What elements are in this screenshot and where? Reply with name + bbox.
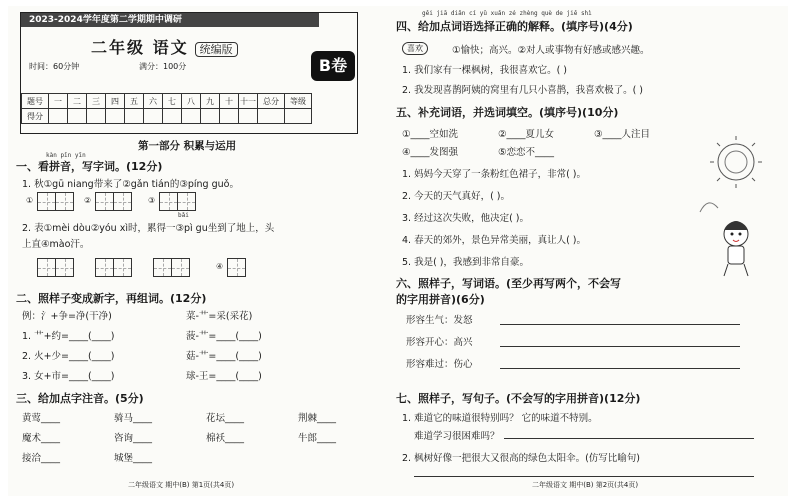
score-input-cell[interactable] [87, 109, 106, 124]
score-input-cell[interactable] [106, 109, 125, 124]
score-input-cell[interactable] [49, 109, 68, 124]
q7-item-1b: 难道学习很困难吗？ [414, 431, 500, 442]
score-header-cell: 三 [87, 94, 106, 109]
q5-sentence: 3. 经过这次失败，他决定( )。 [402, 213, 530, 224]
score-header-cell: 等级 [285, 94, 312, 109]
q6-answer-line[interactable] [500, 346, 740, 347]
q3-word-item: 城堡____ [114, 453, 153, 464]
q1-line1: 1. 秋①gū niang带来了②gǎn tián的③píng guǒ。 [22, 179, 239, 190]
score-input-cell[interactable] [220, 109, 239, 124]
q4-title: 四、给加点词语选择正确的解释。(填序号)(4分) [396, 20, 633, 33]
score-label-cell: 得分 [22, 109, 49, 124]
q1-pinyin: kàn pīn yīn [46, 152, 86, 159]
q5-word-item: ②____夏儿女 [498, 129, 555, 140]
q3-title: 三、给加点字注音。(5分) [16, 392, 144, 405]
score-input-cell[interactable] [163, 109, 182, 124]
q2-example-a: 例：氵+争=净(干净) [22, 311, 112, 322]
edition-label: 统编版 [195, 42, 238, 57]
score-input-cell[interactable] [239, 109, 258, 124]
q6-answer-line[interactable] [500, 368, 740, 369]
score-header-cell: 六 [144, 94, 163, 109]
q7-answer-line-2[interactable] [414, 476, 754, 477]
score-input-cell[interactable] [68, 109, 87, 124]
q1-line2: 2. 表①mèi dòu②yóu xì时，累得一③pì gu坐到了地上，头 [22, 223, 275, 234]
writing-grid-3[interactable] [160, 192, 196, 211]
blank-marker-3: ③ [148, 196, 156, 205]
q7-item-2: 2. 枫树好像一把很大又很高的绿色太阳伞。(仿写比喻句) [402, 453, 640, 464]
footer-right: 二年级语文 期中(B) 第2页(共4页) [532, 481, 639, 489]
full-score-info: 满分：100分 [139, 62, 187, 71]
paper-version-badge: B卷 [311, 51, 355, 81]
q2-row-left: 1. 艹+约=____(____) [22, 331, 115, 342]
q2-row-left: 2. 火+少=____(____) [22, 351, 115, 362]
q6-row: 形容开心：高兴 [406, 337, 473, 348]
q5-title: 五、补充词语，并选词填空。(填序号)(10分) [396, 106, 619, 119]
blank-marker-1: ① [26, 196, 34, 205]
q5-word-item: ①____空如洗 [402, 129, 459, 140]
score-input-cell[interactable] [182, 109, 201, 124]
q3-word-item: 荆棘____ [298, 413, 337, 424]
q5-word-item: ⑤恋恋不____ [498, 147, 555, 158]
q3-word-item: 魔术____ [22, 433, 61, 444]
q1-line3: 上直④mào汗。 [22, 239, 90, 250]
score-header-cell: 一 [49, 94, 68, 109]
q7-item-1: 1. 难道它的味道很特别吗？ 它的味道不特别。 [402, 413, 598, 424]
footer-left: 二年级语文 期中(B) 第1页(共4页) [128, 481, 235, 489]
q2-row-right: 球-王=____(____) [186, 371, 262, 382]
writing-grid-4[interactable] [38, 258, 74, 277]
q4-word-tag: 喜欢 [402, 42, 428, 55]
score-header-cell: 七 [163, 94, 182, 109]
q3-word-item: 花坛____ [206, 413, 245, 424]
q3-word-item: 棉袄____ [206, 433, 245, 444]
writing-grid-5[interactable] [96, 258, 132, 277]
blank-marker-4: ④ [216, 262, 224, 271]
q5-word-item: ④____发图强 [402, 147, 459, 158]
q3-word-item: 黄莺____ [22, 413, 61, 424]
q3-word-item: 牛郎____ [298, 433, 337, 444]
q3-word-item: 咨询____ [114, 433, 153, 444]
score-input-cell[interactable] [285, 109, 312, 124]
writing-grid-7[interactable] [228, 258, 246, 277]
q3-word-item: 接洽____ [22, 453, 61, 464]
score-input-cell[interactable] [201, 109, 220, 124]
q2-example-b: 菜-艹=采(采花) [186, 311, 253, 322]
q4-item-2: 2. 我发现喜鹊阿姨的窝里有几只小喜鹊，我喜欢极了。( ) [402, 85, 644, 96]
q6-title: 六、照样子，写词语。(至少再写两个，不会写的字用拼音)(6分) [396, 277, 622, 306]
q5-sentence: 1. 妈妈今天穿了一条粉红色裙子，非常( )。 [402, 169, 587, 180]
score-header-cell: 总分 [258, 94, 285, 109]
score-header-cell: 题号 [22, 94, 49, 109]
score-header-cell: 四 [106, 94, 125, 109]
q6-row: 形容生气：发怒 [406, 315, 473, 326]
cartoon-illustration [698, 136, 778, 286]
q3-word-item: 骑马____ [114, 413, 153, 424]
q1-title: 一、看拼音，写字词。(12分) [16, 160, 163, 173]
exam-banner: 2023-2024学年度第二学期期中调研 [21, 13, 319, 27]
q2-row-right: 菠-艹=____(____) [186, 331, 262, 342]
score-input-cell[interactable] [125, 109, 144, 124]
q6-answer-line[interactable] [500, 324, 740, 325]
blank-marker-2: ② [84, 196, 92, 205]
part-one-title: 第一部分 积累与运用 [138, 140, 237, 152]
page-left [8, 6, 396, 496]
q5-word-item: ③____人注目 [594, 129, 651, 140]
writing-grid-6[interactable] [154, 258, 190, 277]
q4-item-1: 1. 我们家有一棵枫树，我很喜欢它。( ) [402, 65, 568, 76]
writing-grid-2[interactable] [96, 192, 132, 211]
score-header-cell: 十一 [239, 94, 258, 109]
score-header-cell: 九 [201, 94, 220, 109]
q4-pinyin: gěi jiā diǎn cí yǔ xuǎn zé zhèng què de jiě shì [422, 10, 592, 17]
score-input-cell[interactable] [258, 109, 285, 124]
score-header-cell: 五 [125, 94, 144, 109]
score-header-cell: 二 [68, 94, 87, 109]
q2-title: 二、照样子变成新字，再组词。(12分) [16, 292, 207, 305]
score-table [21, 93, 312, 124]
bai-pinyin: bǎi [178, 212, 189, 219]
q2-row-left: 3. 女+市=____(____) [22, 371, 115, 382]
score-input-cell[interactable] [144, 109, 163, 124]
page-right [392, 6, 788, 496]
q5-sentence: 4. 春天的郊外，景色异常美丽，真让人( )。 [402, 235, 587, 246]
q2-row-right: 菇-艹=____(____) [186, 351, 262, 362]
q5-sentence: 5. 我是( )，我感到非常自豪。 [402, 257, 530, 268]
score-header-cell: 八 [182, 94, 201, 109]
exam-header [20, 12, 358, 134]
q7-answer-line-1[interactable] [504, 438, 754, 439]
time-info: 时间：60分钟 [29, 62, 80, 71]
score-header-cell: 十 [220, 94, 239, 109]
exam-title [91, 35, 238, 58]
q7-title: 七、照样子，写句子。(不会写的字用拼音)(12分) [396, 392, 641, 405]
title-text: 二年级 语文 [91, 38, 189, 57]
writing-grid-1[interactable] [38, 192, 74, 211]
q5-sentence: 2. 今天的天气真好，( )。 [402, 191, 511, 202]
q6-row: 形容难过：伤心 [406, 359, 473, 370]
q4-options: ①愉快；高兴。②对人或事物有好感或感兴趣。 [452, 45, 650, 56]
